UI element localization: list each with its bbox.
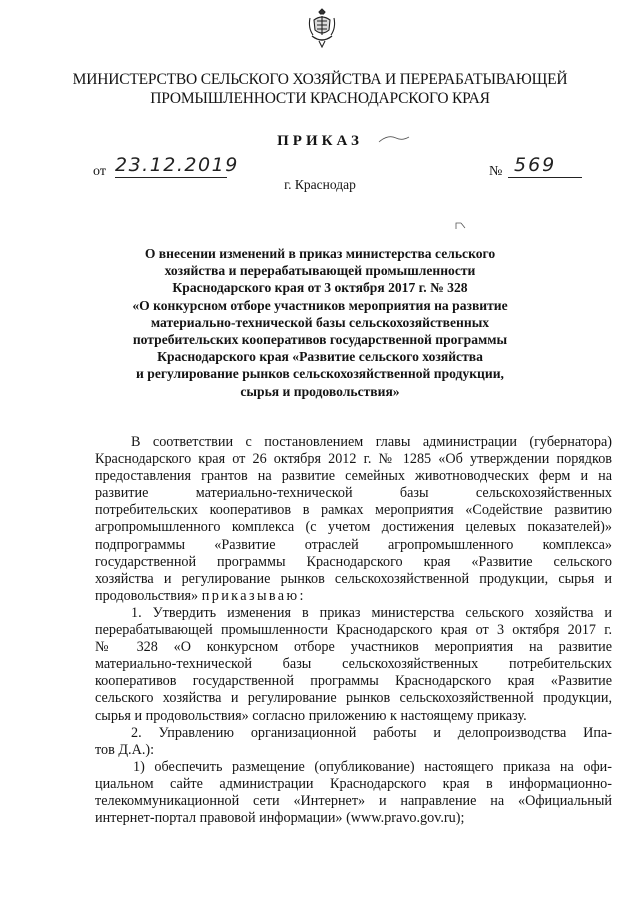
body-line: Краснодарского края от 26 октября 2012 г. № 1285 «Об утверждении порядков [95, 451, 612, 468]
body-line: потребительских кооперативов в рамках мероприятия «Содействие развитию [95, 502, 612, 519]
order-body [95, 434, 612, 827]
body-line: государственной программы Краснодарского края «Развитие сельского [95, 553, 612, 570]
ministry-name-line: МИНИСТЕРСТВО СЕЛЬСКОГО ХОЗЯЙСТВА И ПЕРЕРАБАТЫВАЮЩЕЙ [72, 71, 568, 88]
body-line: телекоммуникационной сети «Интернет» и направление на «Официальный [95, 792, 612, 809]
item-2-paragraph [95, 725, 612, 759]
number-value: 569 [508, 153, 582, 178]
item-1-paragraph [95, 605, 612, 725]
title-line: материально-технической базы сельскохозяйственных [150, 314, 490, 330]
title-line: сырья и продовольствия» [240, 383, 400, 399]
title-line: хозяйства и перерабатывающей промышленности [164, 263, 476, 279]
order-title [90, 245, 550, 400]
body-line: развитие материально-технической базы сельскохозяйственных [95, 485, 612, 502]
title-line: потребительских кооперативов государственной программы [132, 332, 508, 348]
body-line: 1) обеспечить размещение (опубликование) настоящего приказа на офи- [133, 758, 612, 775]
title-line: О внесении изменений в приказ министерства сельского [144, 246, 496, 261]
ministry-name [60, 70, 580, 108]
subitem-1-paragraph [95, 759, 612, 827]
date-value: 23.12.2019 [115, 154, 239, 176]
krasnodar-coat-of-arms-icon [307, 8, 337, 48]
city: г. Краснодар [284, 177, 356, 192]
pen-stroke-mark [378, 128, 410, 150]
number-prefix: № [489, 164, 503, 179]
body-line: № 328 «О конкурсном отборе участников мероприятия на развитие [95, 639, 612, 656]
body-line-text: продовольствия» [95, 587, 199, 604]
body-line: сельского хозяйства и регулирование рынков сельскохозяйственной продукции, [95, 690, 612, 707]
body-line [95, 588, 612, 605]
body-line: тов Д.А.): [95, 741, 155, 758]
body-line: предоставления грантов на развитие семейных животноводческих ферм и на [95, 468, 612, 485]
corner-mark [455, 222, 467, 230]
title-line: Краснодарского края от 3 октября 2017 г. № 328 [172, 280, 468, 296]
body-line: интернет-портал правовой информации» (www.pravo.gov.ru); [95, 810, 465, 827]
body-line: 1. Утвердить изменения в приказ министерства сельского хозяйства и [131, 604, 612, 621]
body-line: хозяйства и регулирование рынков сельскохозяйственной продукции, сырья и [95, 570, 612, 587]
body-line: циальном сайте администрации Краснодарского края в информационно- [95, 775, 612, 792]
body-line: подпрограммы «Развитие отраслей агропромышленного комплекса» [95, 536, 612, 553]
date-prefix: от [93, 164, 106, 179]
body-line: кооперативов государственной программы Краснодарского края «Развитие [95, 673, 612, 690]
body-line: 2. Управлению организационной работы и делопроизводства Ипа- [131, 724, 612, 741]
document-type: ПРИКАЗ [277, 133, 363, 149]
title-line: и регулирование рынков сельскохозяйственной продукции, [136, 366, 504, 382]
body-line: материально-технической базы сельскохозяйственных потребительских [95, 656, 612, 673]
body-line: сырья и продовольствия» согласно приложению к настоящему приказу. [95, 707, 527, 724]
body-line: В соответствии с постановлением главы администрации (губернатора) [131, 434, 612, 450]
body-line: перерабатывающей промышленности Краснодарского края от 3 октября 2017 г. [95, 622, 612, 639]
title-line: «О конкурсном отборе участников мероприятия на развитие [132, 297, 508, 313]
ministry-name-line: ПРОМЫШЛЕННОСТИ КРАСНОДАРСКОГО КРАЯ [150, 90, 490, 107]
body-line: агропромышленного комплекса (с учетом достижения целевых показателей)» [95, 519, 612, 536]
title-line: Краснодарского края «Развитие сельского хозяйства [157, 349, 483, 365]
preamble-paragraph [95, 434, 612, 605]
order-verb: приказываю: [201, 587, 306, 604]
